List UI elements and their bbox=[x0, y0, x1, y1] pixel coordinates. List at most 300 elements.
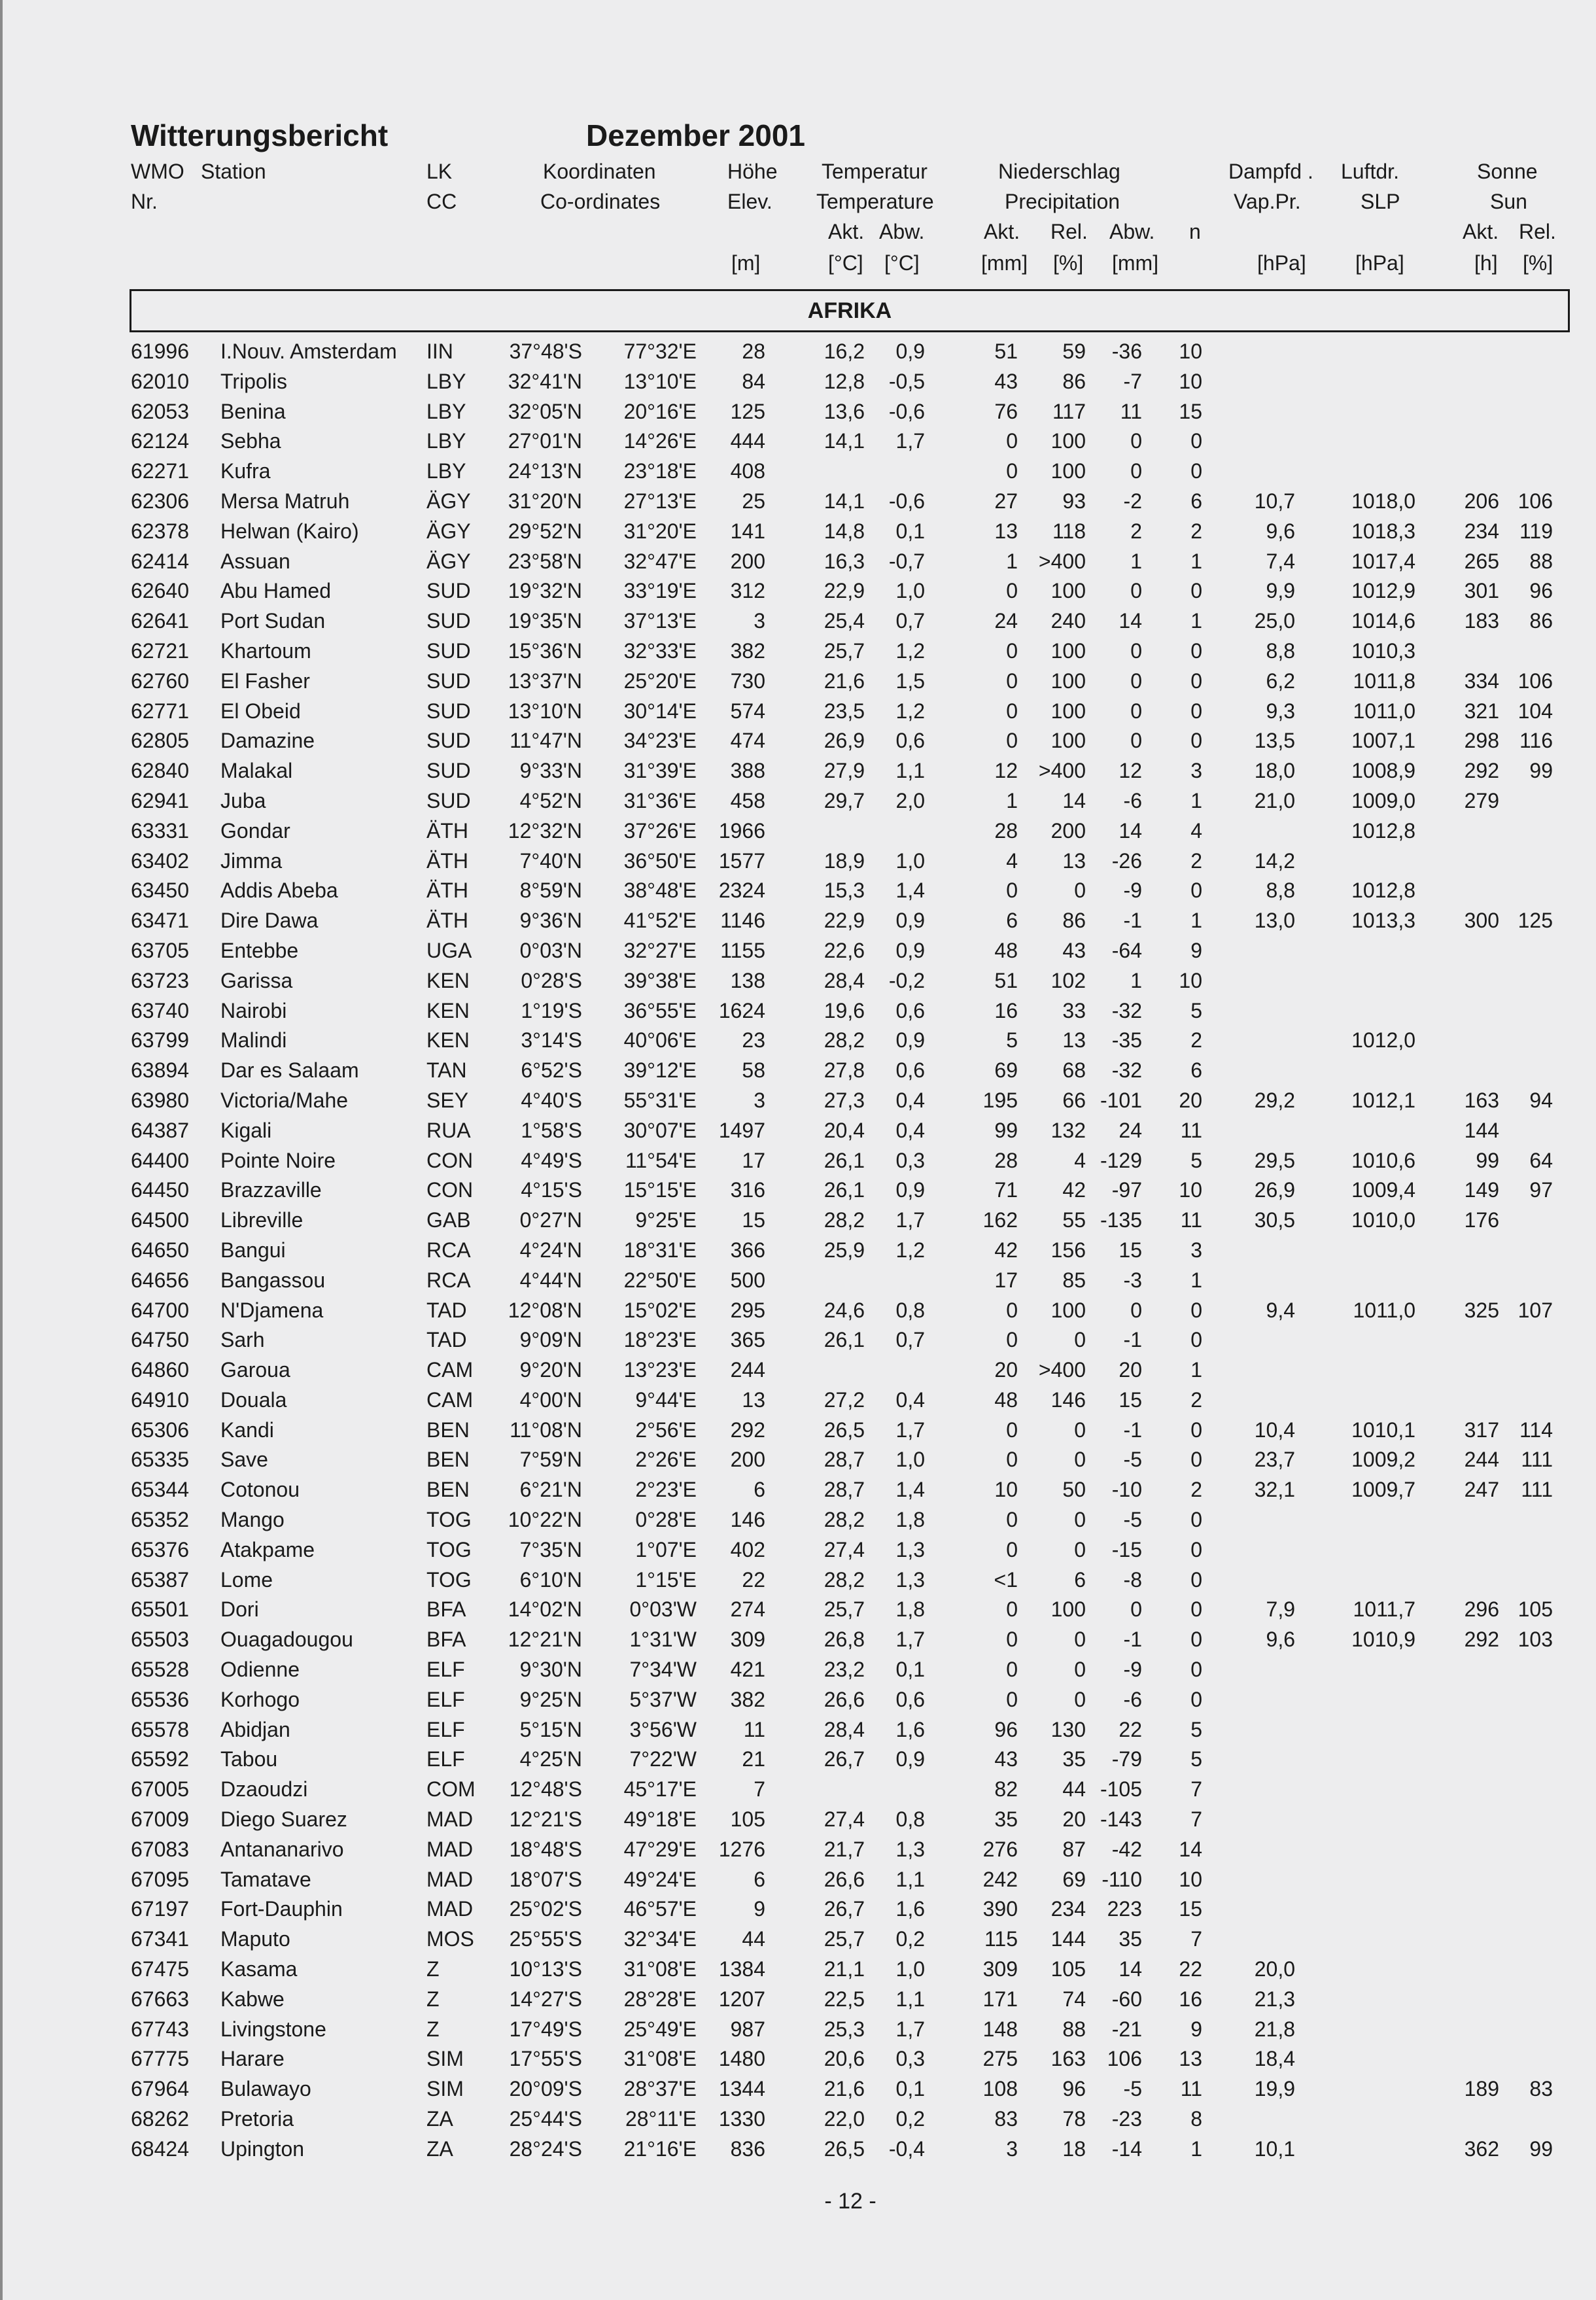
wmo-number: 65592 bbox=[131, 1747, 189, 1771]
precip-days: 1 bbox=[1190, 609, 1202, 633]
sunshine-hours: 301 bbox=[1464, 579, 1499, 603]
sunshine-hours: 334 bbox=[1464, 669, 1499, 693]
wmo-number: 65335 bbox=[131, 1448, 189, 1472]
precip-relative: 163 bbox=[1050, 2047, 1086, 2071]
precip-relative: 0 bbox=[1074, 1508, 1086, 1532]
temp-actual: 26,6 bbox=[824, 1867, 865, 1891]
sunshine-relative: 86 bbox=[1529, 609, 1553, 633]
sunshine-relative: 96 bbox=[1529, 579, 1553, 603]
precip-actual: 0 bbox=[1006, 459, 1018, 483]
sunshine-relative: 106 bbox=[1518, 669, 1553, 693]
sunshine-hours: 149 bbox=[1464, 1178, 1499, 1202]
precip-relative: 13 bbox=[1062, 1028, 1086, 1053]
wmo-number: 64910 bbox=[131, 1387, 189, 1412]
elevation: 84 bbox=[742, 369, 765, 393]
header-slp-unit: [hPa] bbox=[1355, 251, 1404, 275]
station-name: Sarh bbox=[220, 1328, 265, 1352]
country-code: Z bbox=[426, 1957, 440, 1981]
sea-level-pressure: 1009,4 bbox=[1351, 1178, 1415, 1202]
precip-relative: 0 bbox=[1074, 879, 1086, 903]
precip-deviation: 2 bbox=[1130, 519, 1142, 543]
precip-actual: 275 bbox=[982, 2047, 1018, 2071]
station-name: I.Nouv. Amsterdam bbox=[220, 340, 397, 363]
precip-days: 10 bbox=[1179, 1867, 1202, 1891]
latitude: 27°01'N bbox=[508, 429, 582, 453]
station-row bbox=[0, 816, 1596, 846]
temp-deviation: 1,0 bbox=[895, 579, 925, 603]
longitude: 15°02'E bbox=[623, 1298, 697, 1322]
precip-deviation: -1 bbox=[1123, 909, 1142, 933]
vapour-pressure: 9,6 bbox=[1266, 1628, 1295, 1652]
sea-level-pressure: 1010,1 bbox=[1351, 1418, 1415, 1442]
latitude: 19°32'N bbox=[508, 579, 582, 603]
elevation: 2324 bbox=[718, 879, 765, 903]
longitude: 13°10'E bbox=[623, 369, 697, 393]
wmo-number: 64387 bbox=[131, 1118, 189, 1142]
station-name: Upington bbox=[220, 2136, 305, 2161]
temp-deviation: 1,7 bbox=[895, 429, 925, 453]
precip-deviation: 15 bbox=[1119, 1387, 1142, 1412]
station-row bbox=[0, 786, 1596, 816]
wmo-number: 64650 bbox=[131, 1238, 189, 1262]
latitude: 14°02'N bbox=[508, 1597, 582, 1622]
precip-days: 11 bbox=[1180, 1208, 1202, 1232]
station-row bbox=[0, 1086, 1596, 1116]
precip-relative: 200 bbox=[1050, 818, 1086, 843]
country-code: Z bbox=[426, 2017, 440, 2041]
country-code: RUA bbox=[426, 1118, 471, 1142]
precip-relative: 35 bbox=[1062, 1747, 1086, 1771]
elevation: 11 bbox=[743, 1717, 765, 1741]
precip-actual: 0 bbox=[1006, 1448, 1018, 1472]
latitude: 6°10'N bbox=[519, 1567, 582, 1592]
longitude: 32°27'E bbox=[623, 938, 697, 962]
precip-days: 5 bbox=[1190, 998, 1202, 1022]
precip-days: 1 bbox=[1190, 549, 1202, 573]
country-code: SUD bbox=[426, 638, 471, 663]
temp-actual: 24,6 bbox=[824, 1298, 865, 1322]
country-code: SEY bbox=[426, 1088, 469, 1112]
wmo-number: 63894 bbox=[131, 1058, 189, 1083]
longitude: 1°31'W bbox=[629, 1628, 697, 1652]
latitude: 8°59'N bbox=[519, 879, 582, 903]
longitude: 18°31'E bbox=[623, 1238, 697, 1262]
precip-deviation: -135 bbox=[1100, 1208, 1142, 1232]
station-name: Malindi bbox=[220, 1028, 287, 1053]
vapour-pressure: 7,9 bbox=[1266, 1597, 1295, 1622]
station-row bbox=[0, 1565, 1596, 1595]
vapour-pressure: 19,9 bbox=[1254, 2077, 1295, 2101]
temp-actual: 25,3 bbox=[824, 2017, 865, 2041]
sunshine-hours: 292 bbox=[1464, 759, 1499, 783]
vapour-pressure: 29,2 bbox=[1254, 1088, 1295, 1112]
latitude: 11°08'N bbox=[510, 1418, 582, 1442]
precip-actual: 0 bbox=[1006, 1418, 1018, 1442]
precip-relative: 55 bbox=[1062, 1208, 1086, 1232]
precip-deviation: -6 bbox=[1123, 1687, 1142, 1711]
station-name: Garoua bbox=[220, 1358, 290, 1382]
precip-deviation: -23 bbox=[1111, 2107, 1142, 2131]
precip-deviation: 1 bbox=[1130, 549, 1142, 573]
station-row bbox=[0, 966, 1596, 996]
precip-deviation: -5 bbox=[1123, 1508, 1142, 1532]
precip-deviation: -1 bbox=[1123, 1418, 1142, 1442]
latitude: 9°36'N bbox=[519, 909, 582, 933]
precip-actual: 43 bbox=[994, 369, 1018, 393]
precip-actual: 82 bbox=[994, 1777, 1018, 1802]
temp-actual: 26,5 bbox=[824, 2136, 865, 2161]
station-row bbox=[0, 1955, 1596, 1985]
station-name: Kigali bbox=[220, 1118, 272, 1142]
wmo-number: 62941 bbox=[131, 788, 189, 812]
temp-actual: 28,7 bbox=[824, 1478, 865, 1502]
precip-actual: 99 bbox=[994, 1118, 1018, 1142]
precip-relative: 13 bbox=[1062, 848, 1086, 873]
country-code: SUD bbox=[426, 669, 471, 693]
precip-deviation: -3 bbox=[1123, 1268, 1142, 1292]
station-name: Khartoum bbox=[220, 638, 311, 663]
precip-days: 7 bbox=[1190, 1807, 1202, 1832]
precip-actual: 51 bbox=[994, 340, 1018, 363]
station-row bbox=[0, 1385, 1596, 1416]
country-code: TOG bbox=[426, 1537, 472, 1561]
sunshine-relative: 119 bbox=[1519, 519, 1553, 543]
precip-relative: 118 bbox=[1052, 519, 1086, 543]
station-row bbox=[0, 1026, 1596, 1056]
precip-relative: 86 bbox=[1062, 369, 1086, 393]
station-row bbox=[0, 1715, 1596, 1745]
longitude: 46°57'E bbox=[623, 1897, 697, 1921]
station-name: Sebha bbox=[220, 429, 281, 453]
vapour-pressure: 29,5 bbox=[1254, 1148, 1295, 1172]
temp-actual: 28,2 bbox=[824, 1508, 865, 1532]
country-code: ELF bbox=[426, 1747, 465, 1771]
precip-days: 0 bbox=[1190, 699, 1202, 723]
temp-deviation: 1,0 bbox=[895, 1448, 925, 1472]
precip-actual: 0 bbox=[1006, 1687, 1018, 1711]
country-code: ÄTH bbox=[426, 909, 468, 933]
temp-actual: 25,7 bbox=[824, 1927, 865, 1951]
precip-actual: 71 bbox=[994, 1178, 1018, 1202]
precip-actual: 0 bbox=[1006, 1328, 1018, 1352]
temp-deviation: 1,8 bbox=[895, 1597, 925, 1622]
latitude: 10°22'N bbox=[508, 1508, 582, 1532]
station-name: Victoria/Mahe bbox=[220, 1088, 349, 1112]
latitude: 5°15'N bbox=[519, 1717, 582, 1741]
station-row bbox=[0, 1835, 1596, 1865]
precip-days: 6 bbox=[1190, 489, 1202, 513]
temp-actual: 21,6 bbox=[824, 2077, 865, 2101]
country-code: MAD bbox=[426, 1807, 474, 1832]
station-name: Fort-Dauphin bbox=[220, 1897, 343, 1921]
wmo-number: 65501 bbox=[131, 1597, 189, 1622]
station-name: Helwan (Kairo) bbox=[220, 519, 359, 543]
precip-deviation: 14 bbox=[1119, 1957, 1142, 1981]
header-luftdr: Luftdr. bbox=[1341, 160, 1399, 183]
station-name: Port Sudan bbox=[220, 609, 326, 633]
precip-deviation: 0 bbox=[1130, 1597, 1142, 1622]
wmo-number: 64450 bbox=[131, 1178, 189, 1202]
latitude: 15°36'N bbox=[508, 638, 582, 663]
sunshine-relative: 94 bbox=[1529, 1088, 1553, 1112]
wmo-number: 62641 bbox=[131, 609, 189, 633]
header-wmo: WMO bbox=[131, 160, 184, 183]
vapour-pressure: 10,7 bbox=[1254, 489, 1295, 513]
longitude: 38°48'E bbox=[623, 879, 697, 903]
temp-actual: 25,7 bbox=[824, 638, 865, 663]
sunshine-hours: 296 bbox=[1464, 1597, 1499, 1622]
station-row bbox=[0, 367, 1596, 397]
longitude: 40°06'E bbox=[623, 1028, 697, 1053]
sunshine-hours: 298 bbox=[1464, 729, 1499, 753]
temp-actual: 16,3 bbox=[824, 549, 865, 573]
station-name: Cotonou bbox=[220, 1478, 300, 1502]
latitude: 29°52'N bbox=[508, 519, 582, 543]
temp-deviation: -0,4 bbox=[888, 2136, 925, 2161]
country-code: BFA bbox=[426, 1628, 466, 1652]
precip-actual: <1 bbox=[994, 1567, 1018, 1592]
longitude: 31°08'E bbox=[623, 1957, 697, 1981]
precip-actual: 12 bbox=[994, 759, 1018, 783]
station-row bbox=[0, 2044, 1596, 2074]
header-coordinates: Co-ordinates bbox=[540, 190, 661, 213]
temp-actual: 27,4 bbox=[824, 1537, 865, 1561]
temp-deviation: 1,0 bbox=[895, 1957, 925, 1981]
longitude: 34°23'E bbox=[623, 729, 697, 753]
station-name: Tabou bbox=[220, 1747, 278, 1771]
elevation: 1480 bbox=[718, 2047, 765, 2071]
temp-actual: 27,3 bbox=[824, 1088, 865, 1112]
country-code: BEN bbox=[426, 1418, 470, 1442]
wmo-number: 65352 bbox=[131, 1508, 189, 1532]
precip-actual: 108 bbox=[982, 2077, 1018, 2101]
precip-deviation: -36 bbox=[1111, 340, 1142, 363]
precip-actual: 171 bbox=[982, 1987, 1018, 2011]
precip-days: 0 bbox=[1190, 1658, 1202, 1682]
temp-deviation: -0,2 bbox=[888, 968, 925, 992]
sea-level-pressure: 1011,0 bbox=[1353, 1298, 1415, 1322]
country-code: LBY bbox=[426, 399, 466, 423]
precip-deviation: 11 bbox=[1120, 399, 1142, 423]
latitude: 6°21'N bbox=[519, 1478, 582, 1502]
region-heading bbox=[130, 289, 1570, 332]
longitude: 13°23'E bbox=[623, 1358, 697, 1382]
sea-level-pressure: 1012,1 bbox=[1351, 1088, 1415, 1112]
vapour-pressure: 18,0 bbox=[1254, 759, 1295, 783]
precip-relative: 132 bbox=[1050, 1118, 1086, 1142]
sunshine-relative: 125 bbox=[1518, 909, 1553, 933]
temp-deviation: 0,7 bbox=[895, 609, 925, 633]
precip-deviation: 22 bbox=[1119, 1717, 1142, 1741]
station-row bbox=[0, 606, 1596, 636]
vapour-pressure: 9,6 bbox=[1266, 519, 1295, 543]
temp-deviation: 1,5 bbox=[895, 669, 925, 693]
header-vap-pr: Vap.Pr. bbox=[1234, 190, 1301, 213]
elevation: 366 bbox=[730, 1238, 765, 1262]
header-temp-akt-unit: [°C] bbox=[828, 251, 863, 275]
vapour-pressure: 10,1 bbox=[1254, 2136, 1295, 2161]
vapour-pressure: 9,9 bbox=[1266, 579, 1295, 603]
latitude: 11°47'N bbox=[510, 729, 582, 753]
precip-days: 16 bbox=[1179, 1987, 1202, 2011]
sea-level-pressure: 1010,0 bbox=[1351, 1208, 1415, 1232]
elevation: 6 bbox=[754, 1867, 765, 1891]
precip-relative: 0 bbox=[1074, 1328, 1086, 1352]
elevation: 200 bbox=[730, 1448, 765, 1472]
country-code: SIM bbox=[426, 2047, 464, 2071]
temp-actual: 27,2 bbox=[824, 1387, 865, 1412]
station-name: Malakal bbox=[220, 759, 293, 783]
precip-relative: 100 bbox=[1050, 699, 1086, 723]
precip-relative: 42 bbox=[1062, 1178, 1086, 1202]
longitude: 55°31'E bbox=[623, 1088, 697, 1112]
sea-level-pressure: 1009,0 bbox=[1351, 788, 1415, 812]
temp-actual: 26,8 bbox=[824, 1628, 865, 1652]
station-name: El Fasher bbox=[220, 669, 310, 693]
temp-actual: 27,4 bbox=[824, 1807, 865, 1832]
elevation: 421 bbox=[730, 1658, 765, 1682]
country-code: CAM bbox=[426, 1358, 474, 1382]
elevation: 274 bbox=[730, 1597, 765, 1622]
wmo-number: 65344 bbox=[131, 1478, 189, 1502]
precip-actual: 0 bbox=[1006, 1537, 1018, 1561]
station-name: Benina bbox=[220, 399, 286, 423]
header-slp: SLP bbox=[1361, 190, 1400, 213]
longitude: 32°47'E bbox=[623, 549, 697, 573]
vapour-pressure: 9,4 bbox=[1266, 1298, 1295, 1322]
temp-actual: 27,8 bbox=[824, 1058, 865, 1083]
header-precipitation: Precipitation bbox=[1005, 190, 1120, 213]
precip-deviation: -5 bbox=[1123, 1448, 1142, 1472]
station-name: Bulawayo bbox=[220, 2077, 311, 2101]
precip-days: 11 bbox=[1180, 2077, 1202, 2101]
station-name: Tripolis bbox=[220, 369, 287, 393]
station-row bbox=[0, 1805, 1596, 1835]
precip-relative: 102 bbox=[1050, 968, 1086, 992]
country-code: TOG bbox=[426, 1567, 472, 1592]
sea-level-pressure: 1008,9 bbox=[1351, 759, 1415, 783]
longitude: 33°19'E bbox=[623, 579, 697, 603]
precip-actual: 69 bbox=[994, 1058, 1018, 1083]
temp-actual: 20,4 bbox=[824, 1118, 865, 1142]
country-code: RCA bbox=[426, 1268, 471, 1292]
station-name: Bangui bbox=[220, 1238, 286, 1262]
temp-actual: 22,5 bbox=[824, 1987, 865, 2011]
country-code: MAD bbox=[426, 1837, 474, 1861]
sea-level-pressure: 1010,3 bbox=[1351, 638, 1415, 663]
longitude: 37°26'E bbox=[623, 818, 697, 843]
latitude: 1°19'S bbox=[521, 998, 582, 1022]
precip-relative: 100 bbox=[1050, 429, 1086, 453]
precip-actual: 0 bbox=[1006, 669, 1018, 693]
station-row bbox=[0, 876, 1596, 906]
sunshine-hours: 292 bbox=[1464, 1628, 1499, 1652]
elevation: 1384 bbox=[718, 1957, 765, 1981]
latitude: 18°48'S bbox=[509, 1837, 582, 1861]
longitude: 18°23'E bbox=[623, 1328, 697, 1352]
precip-deviation: -35 bbox=[1111, 1028, 1142, 1053]
sunshine-hours: 99 bbox=[1476, 1148, 1499, 1172]
elevation: 382 bbox=[730, 638, 765, 663]
precip-actual: 96 bbox=[994, 1717, 1018, 1741]
sunshine-hours: 279 bbox=[1464, 788, 1499, 812]
country-code: KEN bbox=[426, 968, 470, 992]
temp-deviation: 0,4 bbox=[895, 1088, 925, 1112]
temp-deviation: 1,7 bbox=[895, 1628, 925, 1652]
precip-days: 0 bbox=[1190, 429, 1202, 453]
elevation: 292 bbox=[730, 1418, 765, 1442]
station-name: Douala bbox=[220, 1387, 287, 1412]
station-name: El Obeid bbox=[220, 699, 301, 723]
temp-deviation: 1,1 bbox=[895, 759, 925, 783]
sunshine-hours: 265 bbox=[1464, 549, 1499, 573]
longitude: 9°44'E bbox=[635, 1387, 697, 1412]
temp-actual: 28,7 bbox=[824, 1448, 865, 1472]
station-row bbox=[0, 1745, 1596, 1775]
station-name: Diego Suarez bbox=[220, 1807, 347, 1832]
station-name: Mersa Matruh bbox=[220, 489, 350, 513]
longitude: 2°26'E bbox=[635, 1448, 697, 1472]
precip-actual: 28 bbox=[994, 818, 1018, 843]
sunshine-relative: 116 bbox=[1519, 729, 1553, 753]
station-row bbox=[0, 1865, 1596, 1895]
precip-deviation: -129 bbox=[1100, 1148, 1142, 1172]
precip-actual: 83 bbox=[994, 2107, 1018, 2131]
header-niederschlag: Niederschlag bbox=[998, 160, 1120, 183]
temp-deviation: 1,3 bbox=[895, 1537, 925, 1561]
station-row bbox=[0, 936, 1596, 966]
wmo-number: 68424 bbox=[131, 2136, 189, 2161]
wmo-number: 62124 bbox=[131, 429, 189, 453]
country-code: TAD bbox=[426, 1298, 467, 1322]
precip-actual: 48 bbox=[994, 938, 1018, 962]
wmo-number: 65306 bbox=[131, 1418, 189, 1442]
header-temperatur: Temperatur bbox=[822, 160, 928, 183]
sunshine-relative: 111 bbox=[1521, 1448, 1553, 1472]
latitude: 9°20'N bbox=[519, 1358, 582, 1382]
station-name: N'Djamena bbox=[220, 1298, 324, 1322]
sea-level-pressure: 1018,3 bbox=[1351, 519, 1415, 543]
elevation: 125 bbox=[730, 399, 765, 423]
temp-actual: 15,3 bbox=[824, 879, 865, 903]
temp-actual: 27,9 bbox=[824, 759, 865, 783]
temp-deviation: 0,1 bbox=[895, 1658, 925, 1682]
precip-relative: 78 bbox=[1062, 2107, 1086, 2131]
longitude: 28°37'E bbox=[623, 2077, 697, 2101]
precip-deviation: -64 bbox=[1111, 938, 1142, 962]
sunshine-hours: 163 bbox=[1464, 1088, 1499, 1112]
precip-relative: 14 bbox=[1062, 788, 1086, 812]
header-precip-abw-unit: [mm] bbox=[1112, 251, 1159, 275]
precip-deviation: -21 bbox=[1111, 2017, 1142, 2041]
elevation: 1344 bbox=[718, 2077, 765, 2101]
precip-days: 22 bbox=[1179, 1957, 1202, 1981]
precip-days: 5 bbox=[1190, 1717, 1202, 1741]
elevation: 141 bbox=[730, 519, 765, 543]
precip-days: 10 bbox=[1179, 1178, 1202, 1202]
elevation: 3 bbox=[754, 1088, 765, 1112]
station-name: Mango bbox=[220, 1508, 285, 1532]
longitude: 30°07'E bbox=[623, 1118, 697, 1142]
precip-relative: 50 bbox=[1062, 1478, 1086, 1502]
precip-days: 2 bbox=[1190, 848, 1202, 873]
precip-days: 0 bbox=[1190, 1298, 1202, 1322]
temp-actual: 21,7 bbox=[824, 1837, 865, 1861]
temp-deviation: -0,6 bbox=[888, 399, 925, 423]
precip-actual: 16 bbox=[994, 998, 1018, 1022]
temp-actual: 25,9 bbox=[824, 1238, 865, 1262]
precip-days: 10 bbox=[1179, 340, 1202, 363]
